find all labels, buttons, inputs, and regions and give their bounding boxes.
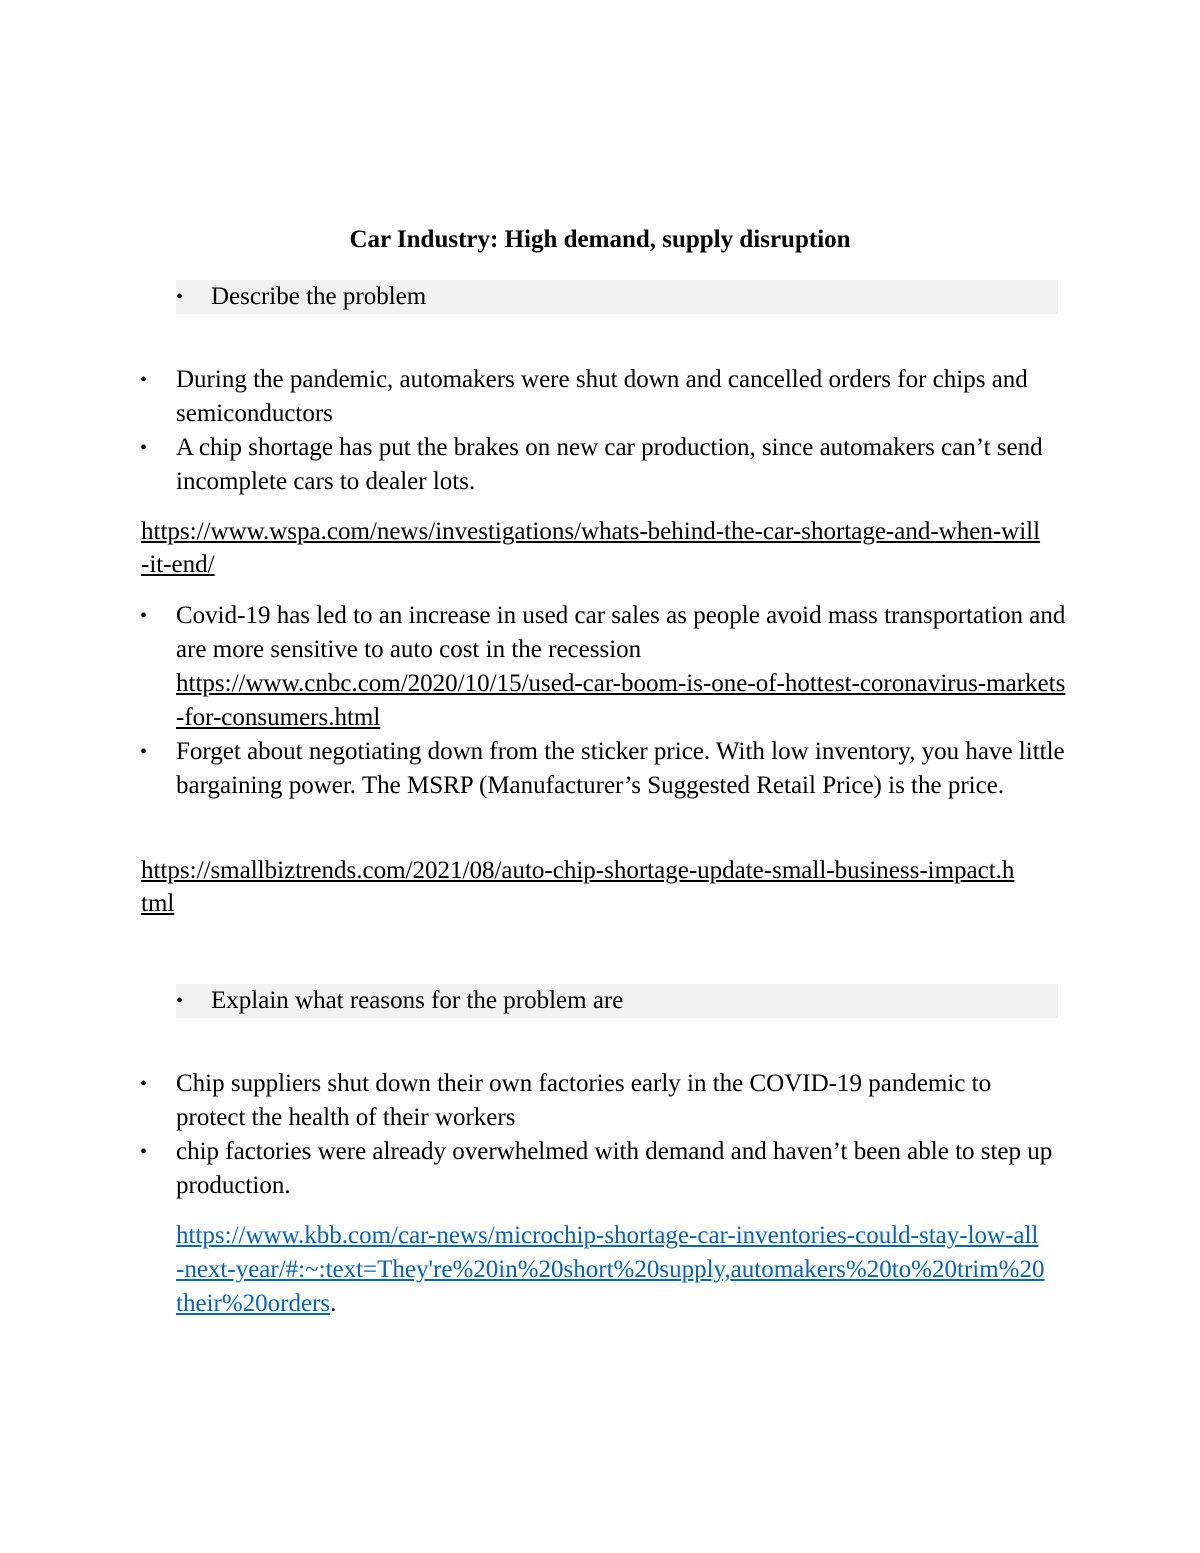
link-smallbiztrends[interactable]: https://smallbiztrends.com/2021/08/auto-chip-shortage-update-small-business-impact.html [141, 857, 1015, 917]
bullet-icon: • [140, 741, 148, 763]
section-heading-reasons [176, 984, 1058, 1018]
list-item [140, 599, 1066, 735]
link-kbb[interactable]: https://www.kbb.com/car-news/microchip-shortage-car-inventories-could-stay-low-all-next-year/#:~:text=They're%20in%20short%20supply,automakers%20to%20trim%20their%20orders [176, 1222, 1045, 1317]
bullet-icon: • [140, 437, 148, 459]
section-heading-describe [176, 280, 1058, 314]
section-heading-text: Describe the problem [211, 283, 427, 310]
section-heading-text: Explain what reasons for the problem are [211, 987, 624, 1014]
list-item [140, 1135, 1066, 1203]
list-item-text: Covid-19 has led to an increase in used car sales as people avoid mass transportation and are more sensitive to auto cost in the recession [176, 602, 1066, 663]
bullet-icon: • [140, 1073, 148, 1095]
link-wspa[interactable]: https://www.wspa.com/news/investigations/whats-behind-the-car-shortage-and-when-will-it-end/ [141, 518, 1041, 578]
list-item [140, 363, 1066, 431]
bullet-icon: • [140, 605, 148, 627]
bullet-icon: • [176, 990, 184, 1012]
list-item [140, 735, 1066, 803]
list-item-text: During the pandemic, automakers were shut down and cancelled orders for chips and semiconductors [176, 366, 1028, 427]
list-item-text: Chip suppliers shut down their own factories early in the COVID-19 pandemic to protect the health of their workers [176, 1070, 992, 1131]
list-item-text: chip factories were already overwhelmed with demand and haven’t been able to step up production. [176, 1138, 1053, 1199]
kbb-link-paragraph [176, 1219, 1046, 1321]
list-item-text: A chip shortage has put the brakes on new car production, since automakers can’t send incomplete cars to dealer lots. [176, 434, 1043, 495]
link-trailing-period: . [330, 1290, 337, 1317]
bullet-icon: • [176, 286, 184, 308]
list-item [140, 1067, 1066, 1135]
bullet-icon: • [140, 369, 148, 391]
page-title: Car Industry: High demand, supply disruption [349, 226, 851, 253]
list-item [140, 431, 1066, 499]
link-cnbc[interactable]: https://www.cnbc.com/2020/10/15/used-car-boom-is-one-of-hottest-coronavirus-markets-for-consumers.html [176, 670, 1066, 731]
bullet-icon: • [140, 1141, 148, 1163]
list-item-text: Forget about negotiating down from the sticker price. With low inventory, you have little bargaining power. The MSRP (Manufacturer’s Suggested Retail Price) is the price. [176, 738, 1065, 799]
